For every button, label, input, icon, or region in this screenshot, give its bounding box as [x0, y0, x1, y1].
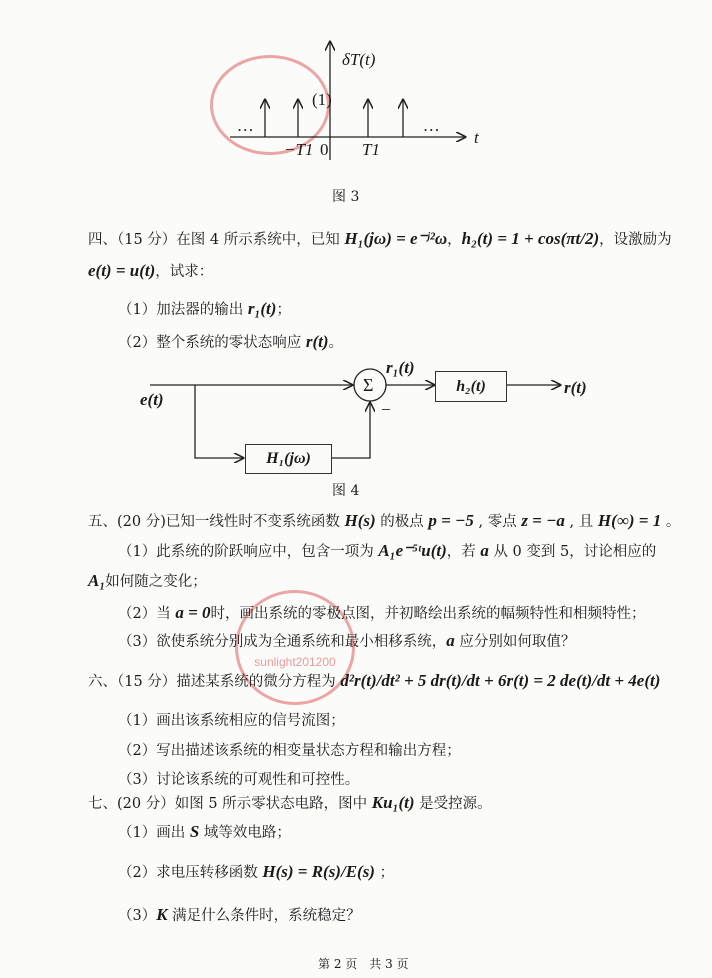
- text: ；: [276, 302, 291, 318]
- q4-sub2: [118, 331, 343, 352]
- math: z = −a: [521, 511, 565, 530]
- fig4-h2-block: [435, 371, 507, 402]
- text: , 零点: [473, 514, 522, 530]
- q7-sub3: [118, 904, 361, 925]
- q7-line1: [88, 792, 492, 813]
- text: , 且: [564, 514, 598, 530]
- text: 四、（15 分）在图 4 所示系统中，已知: [88, 232, 345, 248]
- q4-line2: [88, 260, 213, 281]
- text: 。: [328, 335, 344, 351]
- fig3-caption: 图 3: [332, 189, 360, 205]
- fig3-dots-right: …: [424, 116, 440, 135]
- text: 五、(20 分)已知一线性时不变系统函数: [88, 514, 345, 530]
- text: （2）当: [118, 606, 176, 622]
- math: r(t): [305, 332, 329, 351]
- text: （1）画出: [118, 825, 190, 841]
- fig3-t-axis: t: [474, 128, 479, 147]
- text: ，试求：: [155, 264, 214, 280]
- fig4-input: e(t): [140, 390, 164, 409]
- fig3-neg-t1: −T1: [284, 140, 314, 159]
- math: H(s): [344, 511, 376, 530]
- math: S: [189, 822, 200, 841]
- math: Ku₁(t): [371, 793, 415, 812]
- math: K: [156, 905, 168, 924]
- text: ，: [447, 232, 462, 248]
- math: A₁: [88, 571, 106, 590]
- math: A₁e⁻⁵ᵗu(t): [378, 541, 447, 560]
- fig4-h1-block: [245, 444, 332, 474]
- text: ，设激励为: [599, 232, 672, 248]
- fig3-t1: T1: [362, 140, 380, 159]
- math: H₁(jω) = e⁻ʲ²ω: [344, 229, 448, 248]
- fig3-signal-label: δT(t): [342, 50, 376, 69]
- q7-sub2: [118, 861, 394, 882]
- fig4-minus: −: [381, 400, 391, 419]
- text: 如何随之变化；: [105, 574, 207, 590]
- text: 七、(20 分）如图 5 所示零状态电路，图中: [88, 796, 372, 812]
- text: 域等效电路；: [199, 825, 291, 841]
- q6-sub2: （2）写出描述该系统的相变量状态方程和输出方程；: [118, 743, 461, 759]
- q4-sub1: [118, 298, 291, 319]
- fig3-weight-label: (1): [312, 90, 332, 109]
- text: 是受控源。: [414, 796, 492, 812]
- text: 应分别如何取值？: [454, 634, 576, 650]
- q6-sub1: （1）画出该系统相应的信号流图；: [118, 713, 345, 729]
- fig4-output: r(t): [564, 378, 587, 397]
- text: 。: [661, 514, 681, 530]
- fig4-r1: r₁(t): [386, 358, 415, 377]
- text: ；: [374, 865, 395, 881]
- h2-label: h₂(t): [456, 378, 486, 395]
- q5-sub1: [118, 540, 656, 561]
- math: h₂(t) = 1 + cos(πt/2): [461, 229, 600, 248]
- q5-line1: [88, 510, 680, 531]
- text: 满足什么条件时，系统稳定？: [167, 908, 361, 924]
- q6-line1: [88, 670, 660, 691]
- math: e(t) = u(t): [88, 261, 156, 280]
- text: （3）: [118, 908, 157, 924]
- math: a: [480, 541, 489, 560]
- h1-label: H₁(jω): [266, 450, 311, 467]
- q5-sub3: [118, 630, 575, 651]
- stamp-text: sunlight201200: [254, 655, 336, 669]
- q5-sub2: [118, 602, 646, 623]
- math: a = 0: [175, 603, 211, 622]
- fig4-sum-symbol: Σ: [363, 375, 374, 395]
- text: 的极点: [375, 514, 429, 530]
- text: （2）求电压转移函数: [118, 865, 263, 881]
- text: 六、（15 分）描述某系统的微分方程为: [88, 674, 341, 690]
- differential-equation: d²r(t)/dt² + 5 dr(t)/dt + 6r(t) = 2 de(t)/dt + 4e(t): [340, 671, 661, 690]
- q6-sub3: （3）讨论该系统的可观性和可控性。: [118, 772, 360, 788]
- text: （2）整个系统的零状态响应: [118, 335, 306, 351]
- text: （1）加法器的输出: [118, 302, 248, 318]
- text: （3）欲使系统分别成为全通系统和最小相移系统，: [118, 634, 447, 650]
- q4-line1: [88, 228, 672, 249]
- q5-sub1b: [88, 570, 207, 591]
- text: 时，画出系统的零极点图，并初略绘出系统的幅频特性和相频特性；: [210, 606, 646, 622]
- text: （1）此系统的阶跃响应中，包含一项为: [118, 544, 379, 560]
- math: a: [446, 631, 455, 650]
- math: p = −5: [428, 511, 474, 530]
- fig3-dots-left: …: [238, 116, 254, 135]
- math: H(∞) = 1: [597, 511, 662, 530]
- text: ，若: [446, 544, 481, 560]
- page-footer: 第 2 页 共 3 页: [318, 957, 409, 971]
- math: r₁(t): [247, 299, 277, 318]
- fig4-caption: 图 4: [332, 483, 360, 499]
- q7-sub1: [118, 821, 291, 842]
- fig3-zero: 0: [320, 140, 329, 159]
- math: H(s) = R(s)/E(s): [262, 862, 375, 881]
- text: 从 0 变到 5，讨论相应的: [488, 544, 657, 560]
